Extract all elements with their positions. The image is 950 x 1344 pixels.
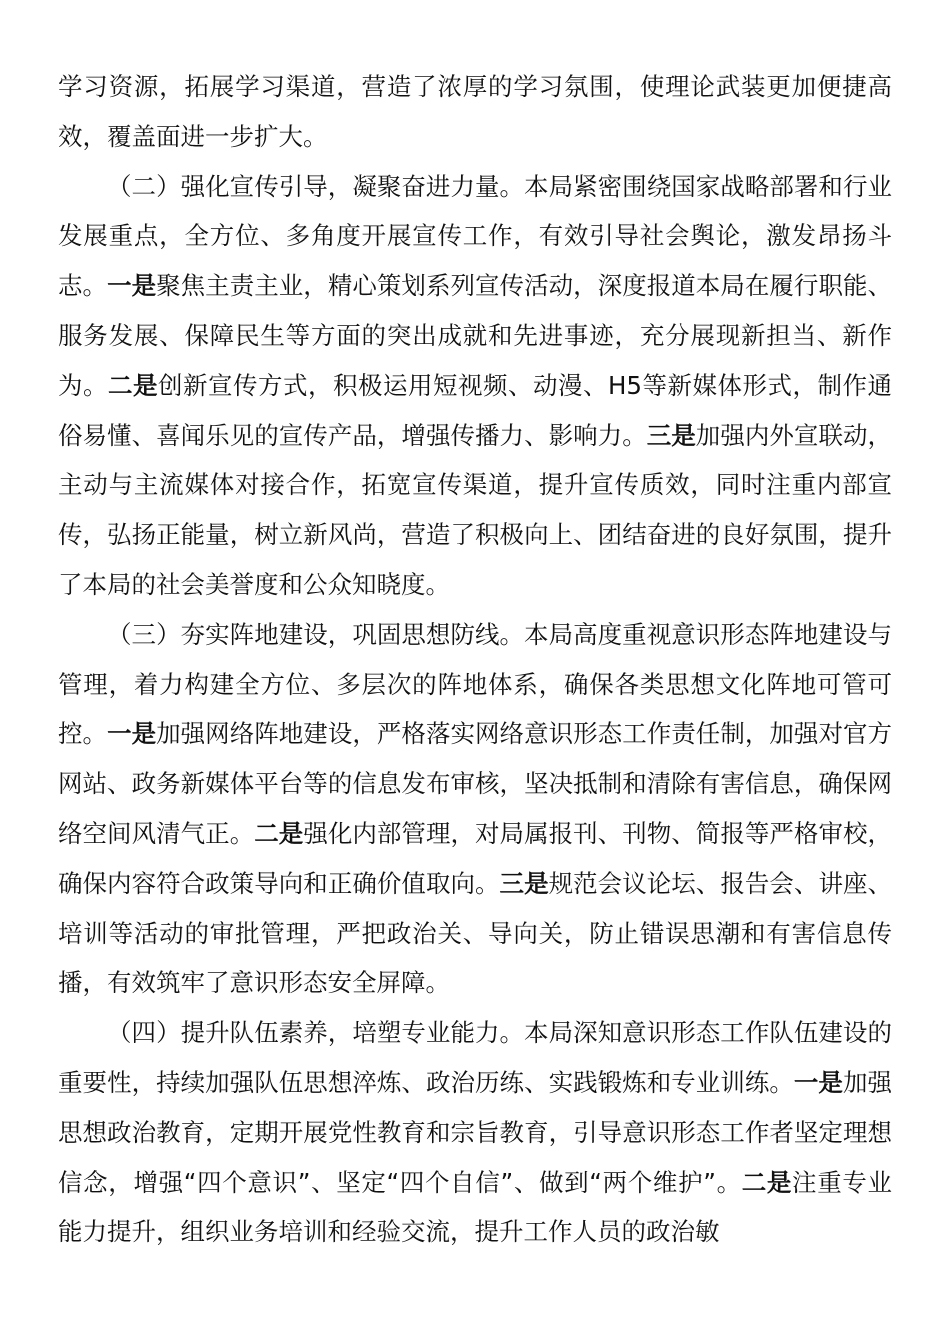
text-run: （二）强化宣传引导，凝聚奋进力量。本局紧密围绕国家战略部署和行业发展重点，全方位、多角度开展宣传工作，有效引导社会舆论，激发昂扬斗志。 bbox=[58, 171, 892, 301]
text-run: 创新宣传方式，积极运用短视频、动漫、H5等新媒体形式，制作通俗易懂、喜闻乐见的宣传产品，增强传播力、影响力。 bbox=[58, 370, 892, 450]
text-run: 聚焦主责主业，精心策划系列宣传活动，深度报道本局在履行职能、服务发展、保障民生等方面的突出成就和先进事迹，充分展现新担当、新作为。 bbox=[58, 271, 893, 400]
bold-lead: 三是 bbox=[499, 868, 549, 898]
paragraph-section-3 bbox=[58, 610, 892, 1008]
paragraph-continuation bbox=[58, 62, 892, 162]
text-run: 注重专业能力提升，组织业务培训和经验交流，提升工作人员的政治敏 bbox=[58, 1167, 893, 1247]
text-run: 学习资源，拓展学习渠道，营造了浓厚的学习氛围，使理论武装更加便捷高效，覆盖面进一步扩大。 bbox=[58, 72, 892, 151]
bold-lead: 一是 bbox=[107, 719, 157, 749]
bold-lead: 一是 bbox=[107, 271, 157, 301]
bold-lead: 一是 bbox=[793, 1067, 843, 1097]
text-run: （四）提升队伍素养，培塑专业能力。本局深知意识形态工作队伍建设的重要性，持续加强队伍思想淬炼、政治历练、实践锻炼和专业训练。 bbox=[58, 1018, 892, 1097]
document-page bbox=[58, 62, 892, 1257]
text-run: 加强内外宣联动，主动与主流媒体对接合作，拓宽宣传渠道，提升宣传质效，同时注重内部宣传，弘扬正能量，树立新风尚，营造了积极向上、团结奋进的良好氛围，提升了本局的社会美誉度和公众知晓度。 bbox=[58, 420, 893, 599]
text-run: 加强网络阵地建设，严格落实网络意识形态工作责任制，加强对官方网站、政务新媒体平台等的信息发布审核，坚决抵制和清除有害信息，确保网络空间风清气正。 bbox=[58, 719, 893, 848]
paragraph-section-4 bbox=[58, 1008, 892, 1257]
text-run: （三）夯实阵地建设，巩固思想防线。本局高度重视意识形态阵地建设与管理，着力构建全方位、多层次的阵地体系，确保各类思想文化阵地可管可控。 bbox=[58, 619, 892, 749]
bold-lead: 二是 bbox=[254, 818, 304, 848]
text-run: 加强思想政治教育，定期开展党性教育和宗旨教育，引导意识形态工作者坚定理想信念，增强“四个意识”、坚定“四个自信”、做到“两个维护”。 bbox=[58, 1067, 892, 1197]
bold-lead: 三是 bbox=[646, 420, 696, 450]
bold-lead: 二是 bbox=[741, 1167, 793, 1197]
bold-lead: 二是 bbox=[108, 370, 158, 400]
text-run: 强化内部管理，对局属报刊、刊物、简报等严格审校，确保内容符合政策导向和正确价值取向。 bbox=[58, 818, 893, 898]
paragraph-section-2 bbox=[58, 162, 892, 610]
text-run: 规范会议论坛、报告会、讲座、培训等活动的审批管理，严把政治关、导向关，防止错误思潮和有害信息传播，有效筑牢了意识形态安全屏障。 bbox=[58, 868, 893, 998]
